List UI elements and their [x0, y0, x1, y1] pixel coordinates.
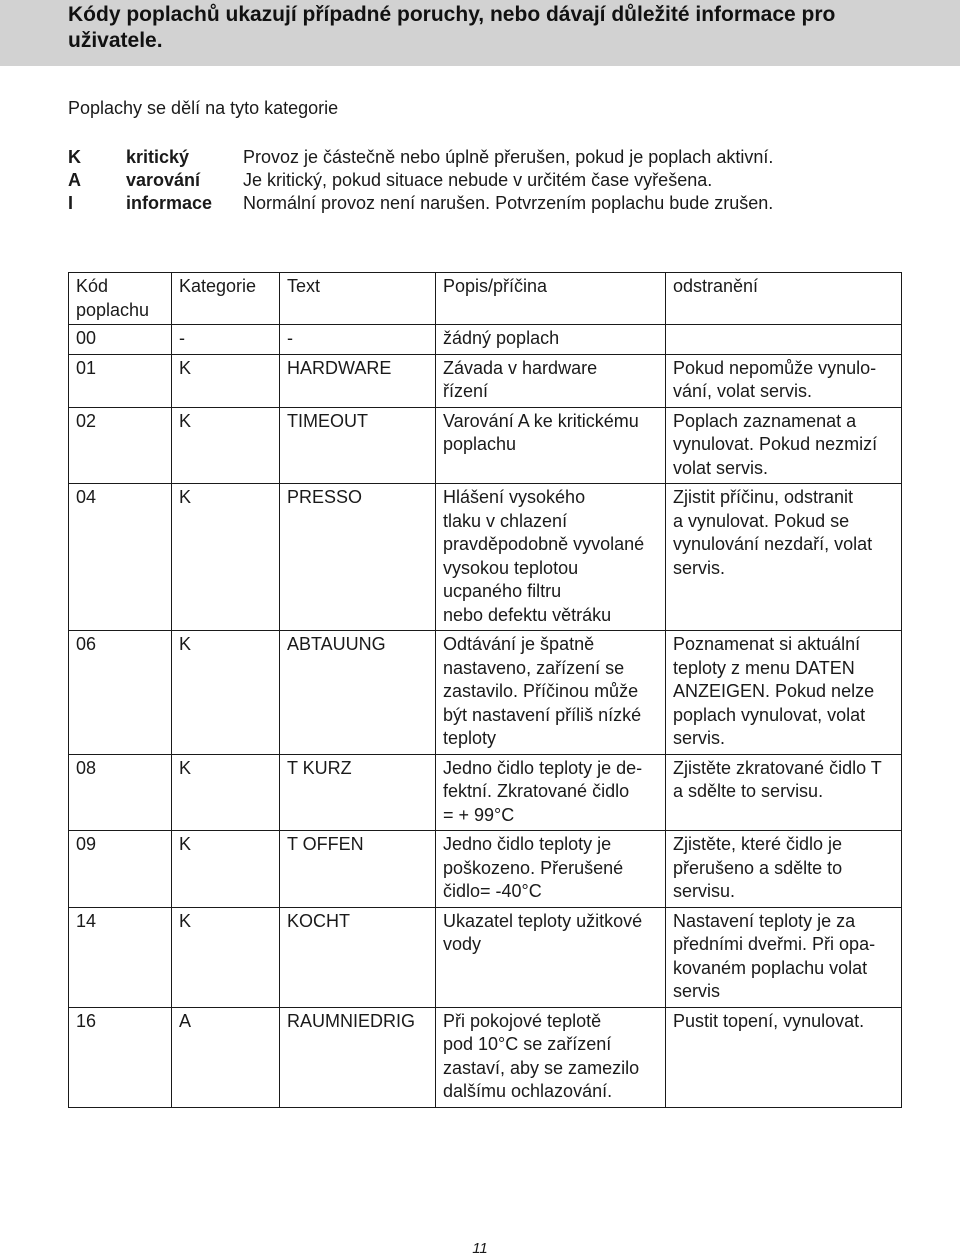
cell-cause: Hlášení vysokého tlaku v chlazení pravděpodobně vyvolané vysokou teplotou ucpaného filtru nebo defektu větráku — [436, 484, 666, 631]
category-description: Provoz je částečně nebo úplně přerušen, pokud je poplach aktivní. — [243, 147, 774, 167]
cell-category: K — [172, 484, 280, 631]
cell-code: 00 — [69, 325, 172, 355]
cell-code: 02 — [69, 407, 172, 484]
cell-text: HARDWARE — [280, 354, 436, 407]
cell-code: 16 — [69, 1007, 172, 1107]
header-category: Kategorie — [172, 273, 280, 325]
cell-remedy — [666, 325, 902, 355]
table-row — [69, 354, 902, 407]
category-code: I — [68, 193, 74, 213]
cell-text: KOCHT — [280, 907, 436, 1007]
cell-cause: Odtávání je špatně nastaveno, zařízení se zastavilo. Příčinou může být nastavení příliš nízké teploty — [436, 631, 666, 755]
header-remedy: odstranění — [666, 273, 902, 325]
header-text: Text — [280, 273, 436, 325]
alarm-codes-table — [68, 272, 902, 1108]
header-band — [0, 0, 960, 66]
cell-remedy: Zjistit příčinu, odstranit a vynulovat. Pokud se vynulování nezdaří, volat servis. — [666, 484, 902, 631]
category-code: K — [68, 147, 81, 167]
table-row — [69, 325, 902, 355]
cell-remedy: Poplach zaznamenat a vynulovat. Pokud nezmizí volat servis. — [666, 407, 902, 484]
cell-cause: Jedno čidlo teploty je poškozeno. Přerušené čidlo= -40°C — [436, 831, 666, 908]
cell-cause: Varování A ke kritickému poplachu — [436, 407, 666, 484]
cell-category: K — [172, 631, 280, 755]
table-row — [69, 1007, 902, 1107]
cell-remedy: Zjistěte, které čidlo je přerušeno a sdělte to servisu. — [666, 831, 902, 908]
cell-text: PRESSO — [280, 484, 436, 631]
cell-category: K — [172, 407, 280, 484]
cell-text: T OFFEN — [280, 831, 436, 908]
cell-text: ABTAUUNG — [280, 631, 436, 755]
cell-text: T KURZ — [280, 754, 436, 831]
cell-category: K — [172, 354, 280, 407]
cell-category: - — [172, 325, 280, 355]
cell-code: 09 — [69, 831, 172, 908]
cell-text: - — [280, 325, 436, 355]
table-row — [69, 754, 902, 831]
table-row — [69, 484, 902, 631]
table-row — [69, 907, 902, 1007]
category-item — [68, 169, 773, 192]
category-code: A — [68, 170, 81, 190]
table-row — [69, 631, 902, 755]
intro-text: Poplachy se dělí na tyto kategorie — [68, 98, 339, 118]
cell-code: 04 — [69, 484, 172, 631]
cell-cause: Jedno čidlo teploty je de- fektní. Zkratované čidlo = + 99°C — [436, 754, 666, 831]
category-item — [68, 146, 773, 169]
category-name: varování — [126, 170, 201, 190]
category-name: informace — [126, 193, 213, 213]
cell-remedy: Pokud nepomůže vynulo- vání, volat servis. — [666, 354, 902, 407]
cell-category: K — [172, 907, 280, 1007]
cell-code: 01 — [69, 354, 172, 407]
cell-category: K — [172, 831, 280, 908]
table-row — [69, 831, 902, 908]
cell-remedy: Zjistěte zkratované čidlo T a sdělte to servisu. — [666, 754, 902, 831]
cell-cause: Závada v hardware řízení — [436, 354, 666, 407]
cell-category: K — [172, 754, 280, 831]
cell-code: 08 — [69, 754, 172, 831]
category-name: kritický — [126, 147, 190, 167]
cell-cause: Ukazatel teploty užitkové vody — [436, 907, 666, 1007]
header-cause: Popis/příčina — [436, 273, 666, 325]
cell-code: 14 — [69, 907, 172, 1007]
cell-remedy: Poznamenat si aktuální teploty z menu DATEN ANZEIGEN. Pokud nelze poplach vynulovat, volat servis. — [666, 631, 902, 755]
cell-category: A — [172, 1007, 280, 1107]
cell-cause: žádný poplach — [436, 325, 666, 355]
category-description: Normální provoz není narušen. Potvrzením poplachu bude zrušen. — [243, 193, 774, 213]
cell-text: RAUMNIEDRIG — [280, 1007, 436, 1107]
page-number: 11 — [472, 1240, 488, 1257]
table-row — [69, 407, 902, 484]
table-header-row — [69, 273, 902, 325]
cell-text: TIMEOUT — [280, 407, 436, 484]
cell-code: 06 — [69, 631, 172, 755]
page-title: Kódy poplachů ukazují případné poruchy, nebo dávají důležité informace pro uživatele. — [68, 3, 836, 52]
cell-remedy: Pustit topení, vynulovat. — [666, 1007, 902, 1107]
category-description: Je kritický, pokud situace nebude v určitém čase vyřešena. — [243, 170, 713, 190]
category-item — [68, 192, 773, 215]
cell-cause: Při pokojové teplotě pod 10°C se zařízení zastaví, aby se zamezilo dalšímu ochlazování. — [436, 1007, 666, 1107]
category-list — [68, 146, 773, 215]
cell-remedy: Nastavení teploty je za předními dveřmi. Při opa- kovaném poplachu volat servis — [666, 907, 902, 1007]
header-code: Kód poplachu — [69, 273, 172, 325]
